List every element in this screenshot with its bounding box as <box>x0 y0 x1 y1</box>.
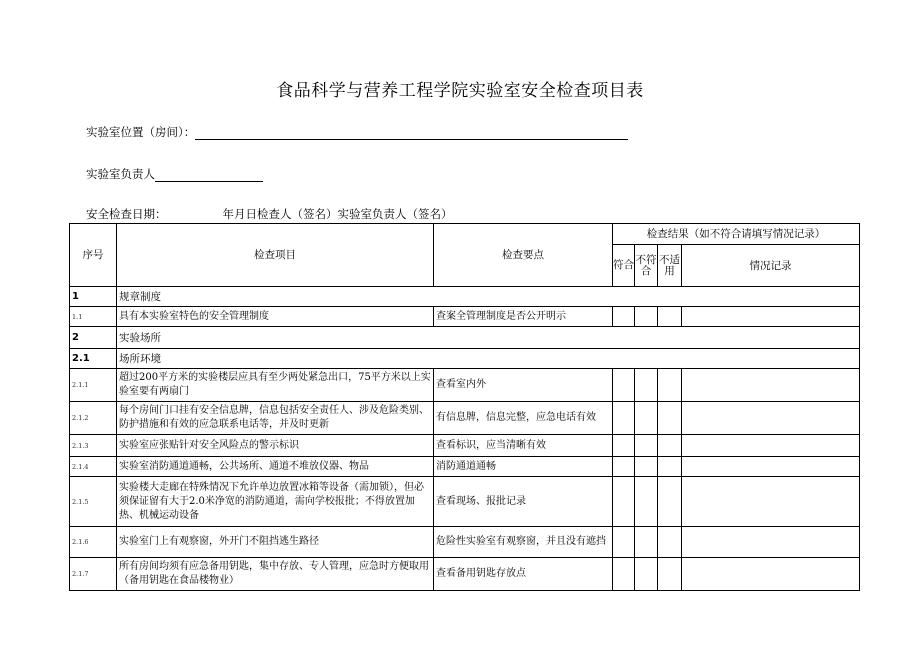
check-ok-cell[interactable] <box>613 457 635 477</box>
row-num: 2.1.7 <box>70 558 117 591</box>
location-line <box>86 124 628 140</box>
location-label: 实验室位置（房间）： <box>86 125 196 139</box>
check-nok-cell[interactable] <box>635 527 658 558</box>
check-na-cell[interactable] <box>658 435 682 457</box>
record-cell[interactable] <box>682 307 860 327</box>
row-point: 查看标识，应当清晰有效 <box>434 435 613 457</box>
row-num: 2.1.5 <box>70 477 117 527</box>
location-blank[interactable] <box>195 126 628 140</box>
check-na-cell[interactable] <box>658 457 682 477</box>
check-ok-cell[interactable] <box>613 307 635 327</box>
row-item: 每个房间门口挂有安全信息牌，信息包括安全责任人、涉及危险类别、防护措施和有效的应急联系电话等，并及时更新 <box>117 402 434 435</box>
row-item: 所有房间均须有应急备用钥匙，集中存放、专人管理，应急时方便取用（备用钥匙在食品楼物业） <box>117 558 434 591</box>
row-num: 2.1.3 <box>70 435 117 457</box>
record-cell[interactable] <box>682 435 860 457</box>
check-nok-cell[interactable] <box>635 558 658 591</box>
record-cell[interactable] <box>682 457 860 477</box>
inspection-table <box>69 223 860 591</box>
check-ok-cell[interactable] <box>613 369 635 402</box>
row-point: 有信息牌，信息完整，应急电话有效 <box>434 402 613 435</box>
section-num: 1 <box>70 287 117 307</box>
check-nok-cell[interactable] <box>635 369 658 402</box>
section-title: 实验场所 <box>117 327 860 349</box>
row-num: 2.1.4 <box>70 457 117 477</box>
check-ok-cell[interactable] <box>613 527 635 558</box>
row-num: 1.1 <box>70 307 117 327</box>
check-nok-cell[interactable] <box>635 477 658 527</box>
date-label: 安全检查日期： <box>86 207 167 221</box>
row-point: 查案全管理制度是否公开明示 <box>434 307 613 327</box>
header-na: 不适用 <box>658 245 682 287</box>
row-num: 2.1.6 <box>70 527 117 558</box>
check-na-cell[interactable] <box>658 307 682 327</box>
page-title: 食品科学与营养工程学院实验室安全检查项目表 <box>276 81 644 101</box>
check-na-cell[interactable] <box>658 369 682 402</box>
record-cell[interactable] <box>682 402 860 435</box>
header-ok: 符合 <box>613 245 635 287</box>
row-num: 2.1.1 <box>70 369 117 402</box>
record-cell[interactable] <box>682 527 860 558</box>
check-na-cell[interactable] <box>658 477 682 527</box>
check-nok-cell[interactable] <box>635 402 658 435</box>
manager-label: 实验室负责人 <box>86 167 155 181</box>
row-item: 实验室门上有观察窗，外开门不阻挡逃生路径 <box>117 527 434 558</box>
section-title: 场所环境 <box>117 349 860 369</box>
row-point: 查看备用钥匙存放点 <box>434 558 613 591</box>
row-num: 2.1.2 <box>70 402 117 435</box>
manager-line <box>86 166 263 182</box>
row-point: 消防通道通畅 <box>434 457 613 477</box>
record-cell[interactable] <box>682 558 860 591</box>
date-signature-text: 年月日检查人（签名）实验室负责人（签名） <box>222 207 453 221</box>
check-ok-cell[interactable] <box>613 477 635 527</box>
record-cell[interactable] <box>682 369 860 402</box>
section-num: 2.1 <box>70 349 117 369</box>
check-na-cell[interactable] <box>658 558 682 591</box>
check-ok-cell[interactable] <box>613 558 635 591</box>
header-nok: 不符合 <box>635 245 658 287</box>
row-item: 实验室应张贴针对安全风险点的警示标识 <box>117 435 434 457</box>
row-point: 查看室内外 <box>434 369 613 402</box>
section-num: 2 <box>70 327 117 349</box>
manager-blank[interactable] <box>155 168 263 182</box>
row-point: 查看现场、报批记录 <box>434 477 613 527</box>
check-nok-cell[interactable] <box>635 435 658 457</box>
check-nok-cell[interactable] <box>635 457 658 477</box>
header-result: 检查结果（如不符合请填写情况记录） <box>613 224 860 245</box>
check-na-cell[interactable] <box>658 402 682 435</box>
header-point: 检查要点 <box>434 224 613 287</box>
header-item: 检查项目 <box>117 224 434 287</box>
record-cell[interactable] <box>682 477 860 527</box>
header-record: 情况记录 <box>682 245 860 287</box>
row-item: 实验楼大走廊在特殊情况下允许单边放置冰箱等设备（需加锁），但必须保证留有大于2.0米净宽的消防通道，需向学校报批；不得放置加热、机械运动设备 <box>117 477 434 527</box>
section-title: 规章制度 <box>117 287 860 307</box>
check-nok-cell[interactable] <box>635 307 658 327</box>
check-ok-cell[interactable] <box>613 435 635 457</box>
row-point: 危险性实验室有观察窗，并且没有遮挡 <box>434 527 613 558</box>
header-seq: 序号 <box>70 224 117 287</box>
check-ok-cell[interactable] <box>613 402 635 435</box>
row-item: 具有本实验室特色的安全管理制度 <box>117 307 434 327</box>
row-item: 超过200平方米的实验楼层应具有至少两处紧急出口，75平方米以上实验室要有两扇门 <box>117 369 434 402</box>
check-na-cell[interactable] <box>658 527 682 558</box>
date-line <box>86 206 453 222</box>
row-item: 实验室消防通道通畅，公共场所、通道不堆放仪器、物品 <box>117 457 434 477</box>
